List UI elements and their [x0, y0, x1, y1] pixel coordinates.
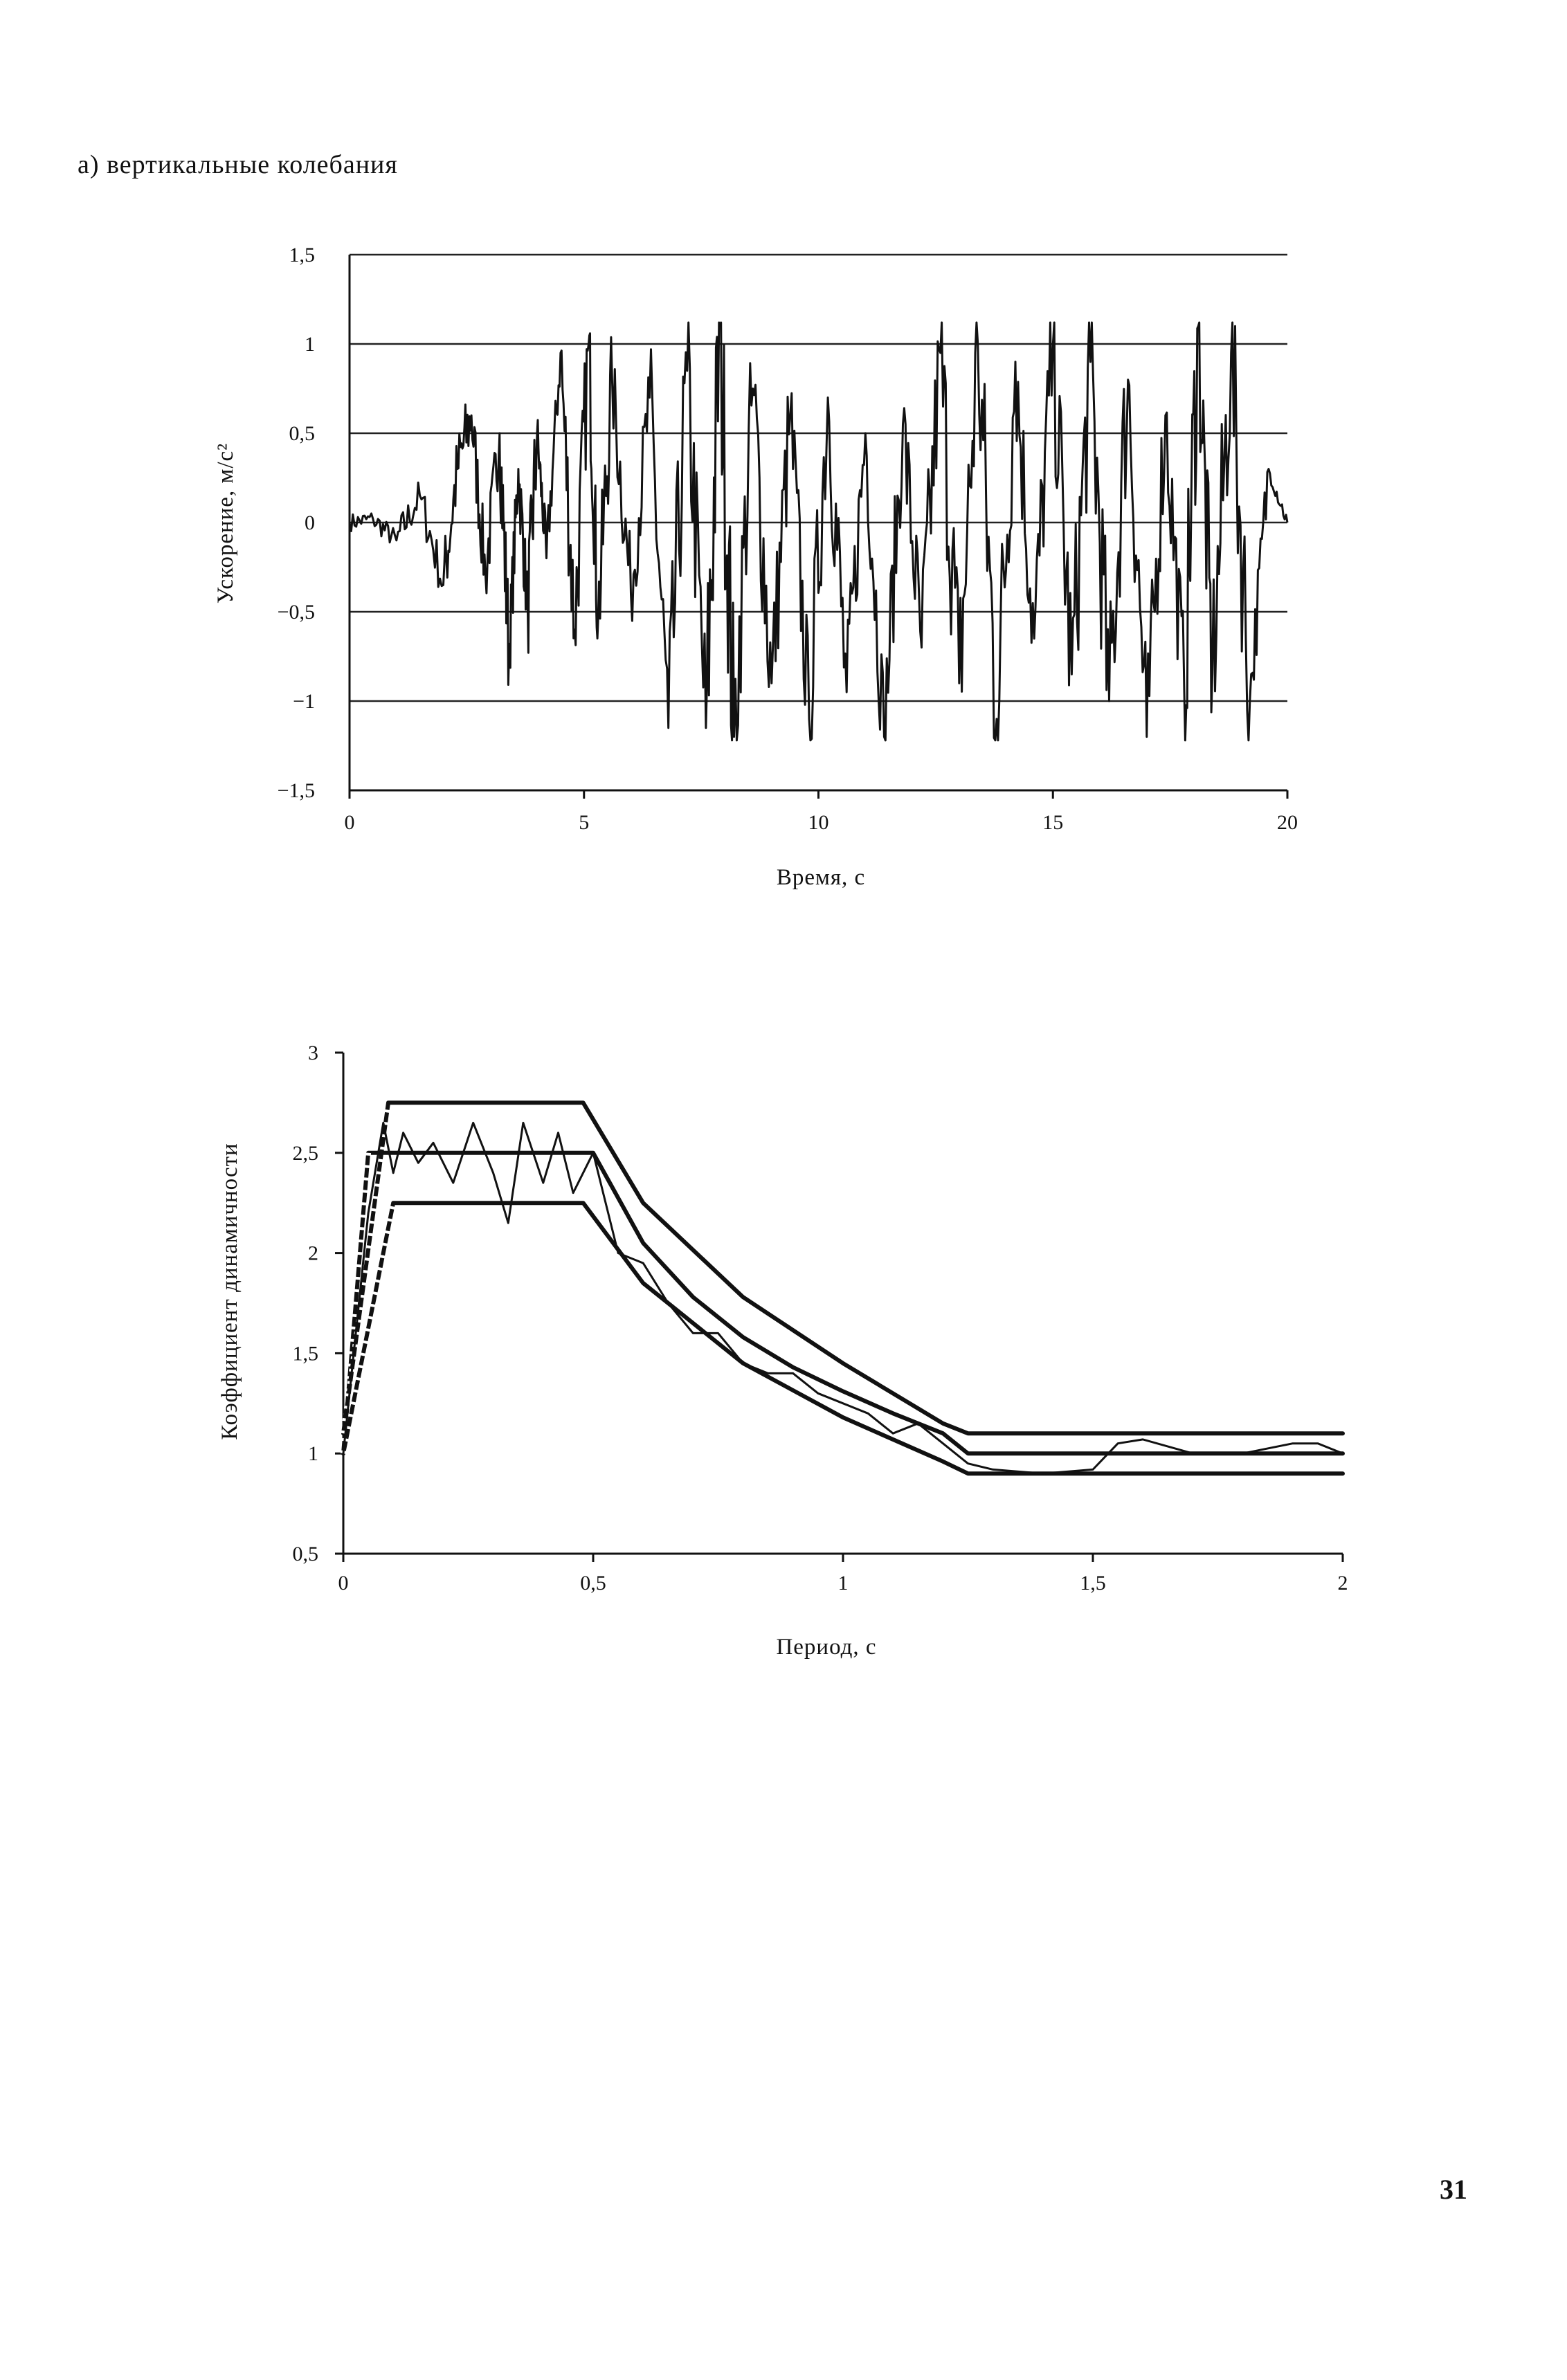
- dynamic-series-standard: [343, 1153, 1343, 1453]
- acceleration-y-tick-label: 1,5: [289, 244, 315, 266]
- acceleration-y-tick-label: −1,5: [277, 779, 315, 802]
- acceleration-x-tick-label: 5: [579, 811, 590, 834]
- dynamic-y-tick-label: 0,5: [292, 1543, 318, 1565]
- dynamic-x-tick-label: 1,5: [1080, 1572, 1106, 1595]
- dynamic-x-tick-label: 2: [1337, 1572, 1348, 1595]
- acceleration-y-tick-label: 0: [305, 511, 315, 534]
- acceleration-y-tick-label: −0,5: [277, 601, 315, 624]
- dynamic-series-computed: [343, 1123, 1343, 1473]
- section-heading: а) вертикальные колебания: [78, 150, 398, 179]
- dynamic-y-axis-label: Коэффициент динамичности: [217, 1143, 242, 1440]
- acceleration-x-tick-label: 20: [1277, 811, 1298, 834]
- dynamic-y-tick-label: 1: [308, 1442, 318, 1466]
- dynamic-y-tick-label: 1,5: [292, 1342, 318, 1365]
- dynamic-x-tick-label: 0: [338, 1572, 349, 1595]
- dynamic-y-tick-label: 2,5: [292, 1141, 318, 1165]
- acceleration-y-tick-label: 0,5: [289, 422, 315, 445]
- page-number: 31: [1440, 2174, 1467, 2205]
- acceleration-y-axis-label: Ускорение, м/с²: [213, 442, 238, 604]
- acceleration-y-tick-label: 1: [305, 333, 315, 356]
- dynamic-x-tick-label: 1: [837, 1572, 849, 1595]
- acceleration-x-tick-label: 10: [808, 811, 829, 834]
- dynamic-y-tick-label: 2: [308, 1242, 318, 1265]
- dynamic-x-axis-label: Период, с: [776, 1635, 877, 1660]
- acceleration-x-axis-label: Время, с: [776, 865, 866, 890]
- acceleration-x-tick-label: 0: [344, 811, 355, 834]
- dynamic-y-tick-label: 3: [308, 1042, 318, 1064]
- acceleration-y-tick-label: −1: [293, 690, 315, 713]
- dynamic-x-tick-label: 0,5: [580, 1572, 606, 1595]
- acceleration-x-tick-label: 15: [1042, 811, 1064, 834]
